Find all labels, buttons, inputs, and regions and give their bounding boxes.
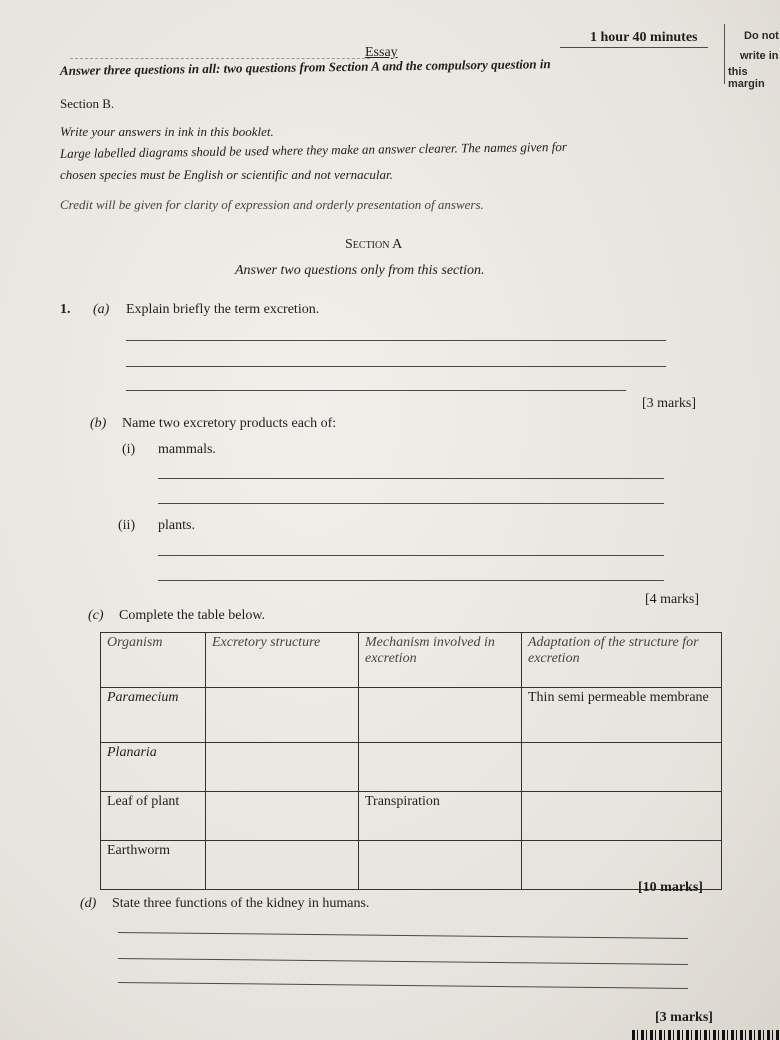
table-cell-organism: Planaria xyxy=(101,743,206,792)
part-b-label: (b) xyxy=(90,416,107,431)
table-row xyxy=(101,688,722,743)
answer-line-d2[interactable] xyxy=(118,958,688,965)
answer-line-b4[interactable] xyxy=(158,580,664,581)
margin-note-2: write in xyxy=(740,50,779,62)
table-cell-organism: Earthworm xyxy=(101,841,206,890)
instruction-5: chosen species must be English or scientific and not vernacular. xyxy=(60,167,393,182)
table-row xyxy=(101,841,722,890)
margin-note-3: this margin xyxy=(728,66,765,90)
answer-line-d3[interactable] xyxy=(118,982,688,989)
section-title: Section A xyxy=(345,237,403,252)
answer-line-a3[interactable] xyxy=(126,390,626,391)
part-d-marks: [3 marks] xyxy=(655,1010,713,1025)
answer-line-a1[interactable] xyxy=(126,340,666,341)
part-c-text: Complete the table below. xyxy=(119,608,266,623)
table-cell-mechanism[interactable] xyxy=(359,841,522,890)
table-cell-adaptation: Thin semi permeable membrane xyxy=(522,688,722,743)
barcode xyxy=(632,1030,780,1040)
part-c-marks: [10 marks] xyxy=(638,880,703,895)
duration: 1 hour 40 minutes xyxy=(590,30,698,45)
answer-line-b1[interactable] xyxy=(158,478,664,479)
table-cell-structure[interactable] xyxy=(206,792,359,841)
part-d-text: State three functions of the kidney in humans. xyxy=(112,896,370,911)
instruction-4: Large labelled diagrams should be used where they make an answer clearer. The names given for xyxy=(59,138,567,161)
table-cell-organism: Paramecium xyxy=(101,688,206,743)
table-header-organism: Organism xyxy=(101,633,206,688)
table-header-mechanism: Mechanism involved in excretion xyxy=(359,633,522,688)
table-cell-mechanism[interactable] xyxy=(359,688,522,743)
answer-line-b2[interactable] xyxy=(158,503,664,504)
instruction-1: Answer three questions in all: two questions from Section A and the compulsory question in xyxy=(59,56,551,78)
instruction-6: Credit will be given for clarity of expression and orderly presentation of answers. xyxy=(60,197,484,212)
part-b-i-label: (i) xyxy=(122,442,136,457)
part-b-marks: [4 marks] xyxy=(645,592,700,607)
table-cell-structure[interactable] xyxy=(206,841,359,890)
table-header-structure: Excretory structure xyxy=(206,633,359,688)
table-cell-structure[interactable] xyxy=(206,688,359,743)
answer-line-a2[interactable] xyxy=(126,366,666,367)
table-cell-mechanism[interactable] xyxy=(359,743,522,792)
part-c-label: (c) xyxy=(88,608,104,623)
table-cell-organism: Leaf of plant xyxy=(101,792,206,841)
table-cell-adaptation[interactable] xyxy=(522,792,722,841)
instruction-3: Write your answers in ink in this booklet. xyxy=(60,124,274,139)
table-cell-structure[interactable] xyxy=(206,743,359,792)
part-d-label: (d) xyxy=(80,896,97,911)
instruction-2: Section B. xyxy=(60,96,115,111)
table-row xyxy=(101,792,722,841)
page-title: Essay xyxy=(365,45,398,60)
table-cell-adaptation[interactable] xyxy=(522,743,722,792)
section-subtitle: Answer two questions only from this section. xyxy=(235,263,485,278)
part-a-label: (a) xyxy=(93,302,110,317)
question-number: 1. xyxy=(60,302,71,317)
margin-line xyxy=(724,24,725,84)
part-a-text: Explain briefly the term excretion. xyxy=(126,302,320,317)
excretion-table xyxy=(100,632,722,890)
table-cell-mechanism: Transpiration xyxy=(359,792,522,841)
part-b-i-text: mammals. xyxy=(158,442,216,457)
part-b-text: Name two excretory products each of: xyxy=(122,416,337,431)
answer-line-d1[interactable] xyxy=(118,932,688,939)
table-header-adaptation: Adaptation of the structure for excretion xyxy=(522,633,722,688)
table-header-row xyxy=(101,633,722,688)
part-a-marks: [3 marks] xyxy=(642,396,697,411)
margin-note-1: Do not xyxy=(744,30,779,42)
answer-line-b3[interactable] xyxy=(158,555,664,556)
part-b-ii-text: plants. xyxy=(158,518,195,533)
part-b-ii-label: (ii) xyxy=(118,518,136,533)
header-rule xyxy=(560,47,708,48)
table-row xyxy=(101,743,722,792)
